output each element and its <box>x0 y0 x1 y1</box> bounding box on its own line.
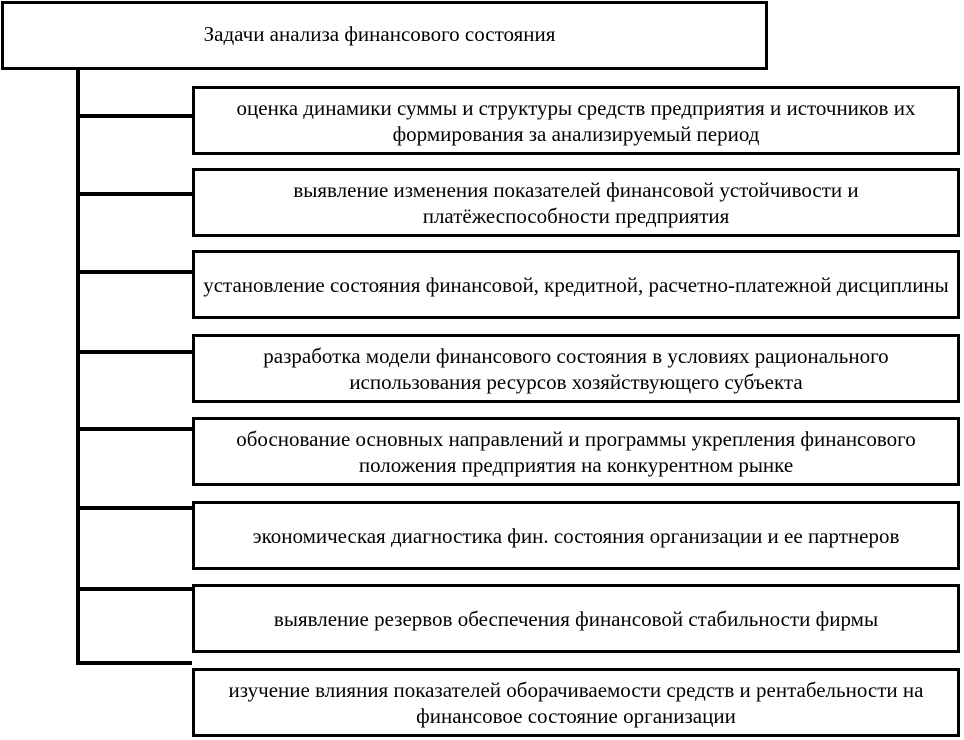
branch-connector-4 <box>76 350 192 354</box>
task-box-1 <box>192 86 960 155</box>
branch-connector-2 <box>76 192 192 196</box>
trunk-connector-line <box>76 69 80 665</box>
task-box-7 <box>192 584 960 653</box>
task-text: изучение влияния показателей оборачиваемости средств и рентабельности на финансовое состояние организации <box>228 677 924 728</box>
task-box-8 <box>192 668 960 737</box>
task-text: экономическая диагностика фин. состояния организации и ее партнеров <box>252 523 900 548</box>
task-text: выявление резервов обеспечения финансовой стабильности фирмы <box>273 606 879 631</box>
task-box-5 <box>192 417 960 486</box>
branch-connector-6 <box>76 506 192 510</box>
task-text: выявление изменения показателей финансовой устойчивости и платёжеспособности предприятия <box>293 177 859 228</box>
task-text: установление состояния финансовой, кредитной, расчетно-платежной дисциплины <box>203 272 949 297</box>
task-text: разработка модели финансового состояния в условиях рационального использования ресурсов хозяйствующего субъекта <box>263 343 889 394</box>
task-box-4 <box>192 334 960 403</box>
task-box-6 <box>192 501 960 570</box>
branch-connector-7 <box>76 587 192 591</box>
task-box-2 <box>192 168 960 237</box>
diagram-title-box <box>1 1 768 70</box>
task-text: оценка динамики суммы и структуры средств предприятия и источников их формирования за анализируемый период <box>236 95 916 146</box>
branch-connector-8 <box>76 661 192 665</box>
task-box-3 <box>192 250 960 319</box>
task-text: обоснование основных направлений и программы укрепления финансового положения предприятия на конкурентном рынке <box>236 426 916 477</box>
branch-connector-5 <box>76 427 192 431</box>
branch-connector-3 <box>76 270 192 274</box>
diagram-title: Задачи анализа финансового состояния <box>203 21 556 46</box>
branch-connector-1 <box>76 114 192 118</box>
